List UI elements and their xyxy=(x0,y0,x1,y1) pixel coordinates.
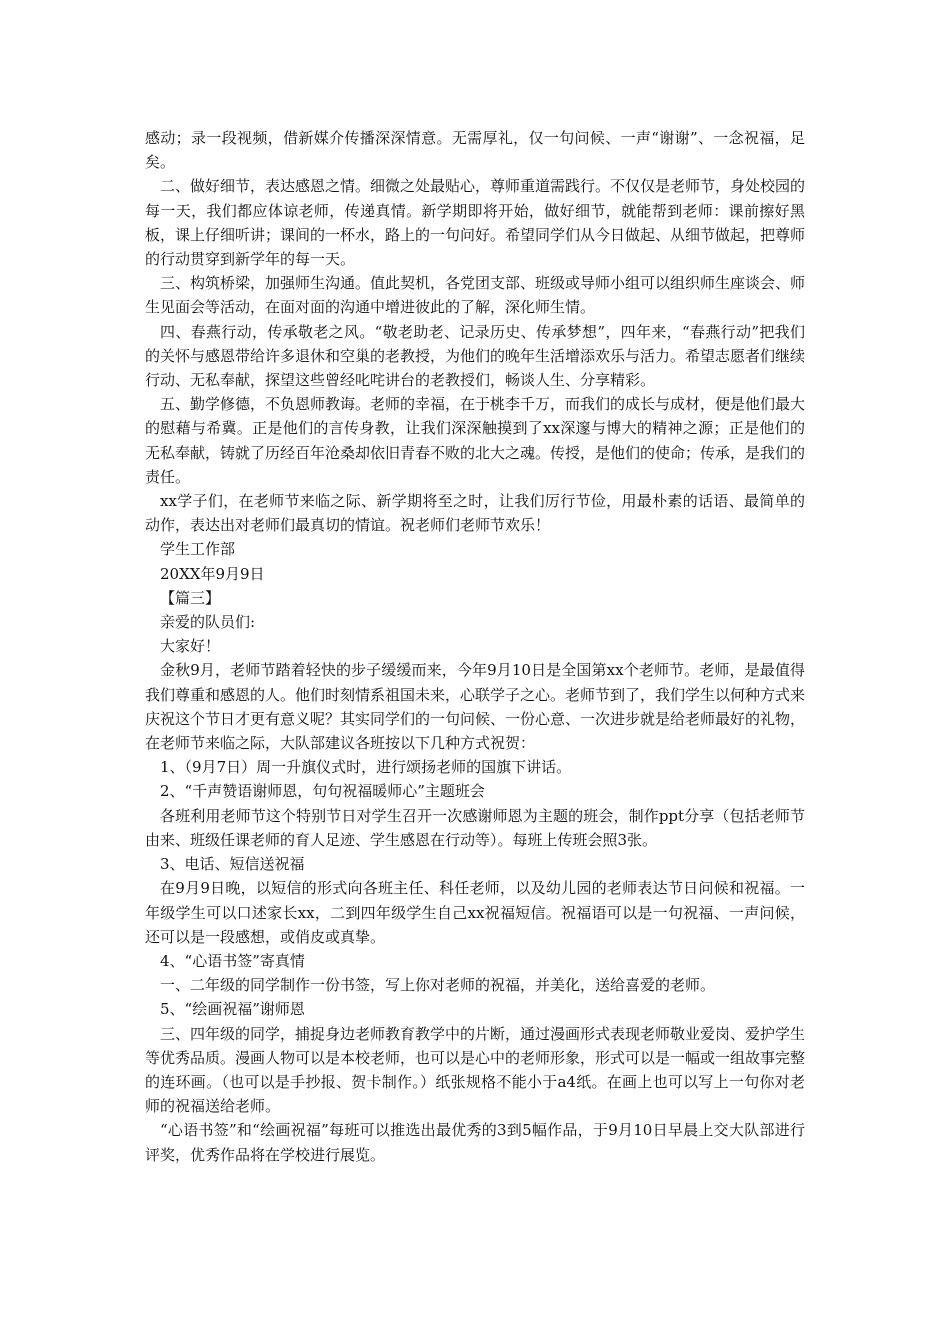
paragraph: 三、四年级的同学，捕捉身边老师教育教学中的片断，通过漫画形式表现老师敬业爱岗、爱护学生等优秀品质。漫画人物可以是本校老师，也可以是心中的老师形象，形式可以是一幅或一组故事完整的连环画。（也可以是手抄报、贺卡制作。）纸张规格不能小于a4纸。在画上也可以写上一句你对老师的祝福送给老师。 xyxy=(145,1024,806,1116)
paragraph: 二、做好细节，表达感恩之情。细微之处最贴心，尊师重道需践行。不仅仅是老师节，身处校园的每一天，我们都应体谅老师，传递真情。新学期即将开始，做好细节，就能帮到老师：课前擦好黑板，课上仔细听讲；课间的一杯水，路上的一句问好。希望同学们从今日做起、从细节做起，把尊师的行动贯穿到新学年的每一天。 xyxy=(145,177,806,269)
list-item: 3、电话、短信送祝福 xyxy=(160,855,305,874)
paragraph: 五、勤学修德，不负恩师教诲。老师的幸福，在于桃李千万，而我们的成长与成材，便是他们最大的慰藉与希冀。正是他们的言传身教，让我们深深触摸到了xx深邃与博大的精神之源；正是他们的无私奉献，铸就了历经百年沧桑却依旧青春不败的北大之魂。传授，是他们的使命；传承，是我们的责任。 xyxy=(145,395,806,486)
salutation: 亲爱的队员们: xyxy=(160,613,256,632)
list-item: 2、“千声赞语谢师恩，句句祝福暖师心”主题班会 xyxy=(160,782,485,801)
paragraph: xx学子们，在老师节来临之际、新学期将至之时，让我们厉行节俭，用最朴素的话语、最简单的动作，表达出对老师们最真切的情谊。祝老师们老师节欢乐！ xyxy=(145,492,805,535)
section-heading: 【篇三】 xyxy=(160,588,221,607)
signature-department: 学生工作部 xyxy=(160,540,236,559)
paragraph: 各班利用老师节这个特别节日对学生召开一次感谢师恩为主题的班会，制作ppt分享（包括老师节由来、班级任课老师的育人足迹、学生感恩在行动等）。每班上传班会照3张。 xyxy=(145,806,805,849)
paragraph: 三、构筑桥梁，加强师生沟通。值此契机，各党团支部、班级或导师小组可以组织师生座谈会、师生见面会等活动，在面对面的沟通中增进彼此的了解，深化师生情。 xyxy=(145,274,806,317)
greeting: 大家好！ xyxy=(160,637,221,656)
paragraph: 感动；录一段视频，借新媒介传播深深情意。无需厚礼，仅一句问候、一声“谢谢”、一念祝福，足矣。 xyxy=(145,129,805,172)
list-item: 1、（9月7日）周一升旗仪式时，进行颂扬老师的国旗下讲话。 xyxy=(160,758,572,777)
paragraph: 金秋9月，老师节踏着轻快的步子缓缓而来，今年9月10日是全国第xx个老师节。老师，是最值得我们尊重和感恩的人。他们时刻情系祖国未来，心联学子之心。老师节到了，我们学生以何种方式来庆祝这个节日才更有意义呢？其实同学们的一句问候、一份心意、一次进步就是给老师最好的礼物，在老师节来临之际，大队部建议各班按以下几种方式祝贺： xyxy=(145,661,806,753)
list-item: 5、“绘画祝福”谢师恩 xyxy=(160,1000,305,1019)
document-body xyxy=(145,126,805,1167)
paragraph: 一、二年级的同学制作一份书签，写上你对老师的祝福，并美化，送给喜爱的老师。 xyxy=(160,976,716,995)
paragraph: 四、春燕行动，传承敬老之风。“敬老助老、记录历史、传承梦想”，四年来，“春燕行动”把我们的关怀与感恩带给许多退休和空巢的老教授，为他们的晚年生活增添欢乐与活力。希望志愿者们继续行动、无私奉献，探望这些曾经叱咤讲台的老教授们，畅谈人生、分享精彩。 xyxy=(145,322,806,390)
signature-date: 20XX年9月9日 xyxy=(160,564,265,583)
list-item: 4、“心语书签”寄真情 xyxy=(160,951,305,970)
paragraph: “心语书签”和“绘画祝福”每班可以推选出最优秀的3到5幅作品，于9月10日早晨上交大队部进行评奖，优秀作品将在学校进行展览。 xyxy=(145,1121,805,1164)
paragraph: 在9月9日晚，以短信的形式向各班主任、科任老师，以及幼儿园的老师表达节日问候和祝福。一年级学生可以口述家长xx，二到四年级学生自己xx祝福短信。祝福语可以是一句祝福、一声问候，还可以是一段感想，或俏皮或真挚。 xyxy=(145,879,805,946)
